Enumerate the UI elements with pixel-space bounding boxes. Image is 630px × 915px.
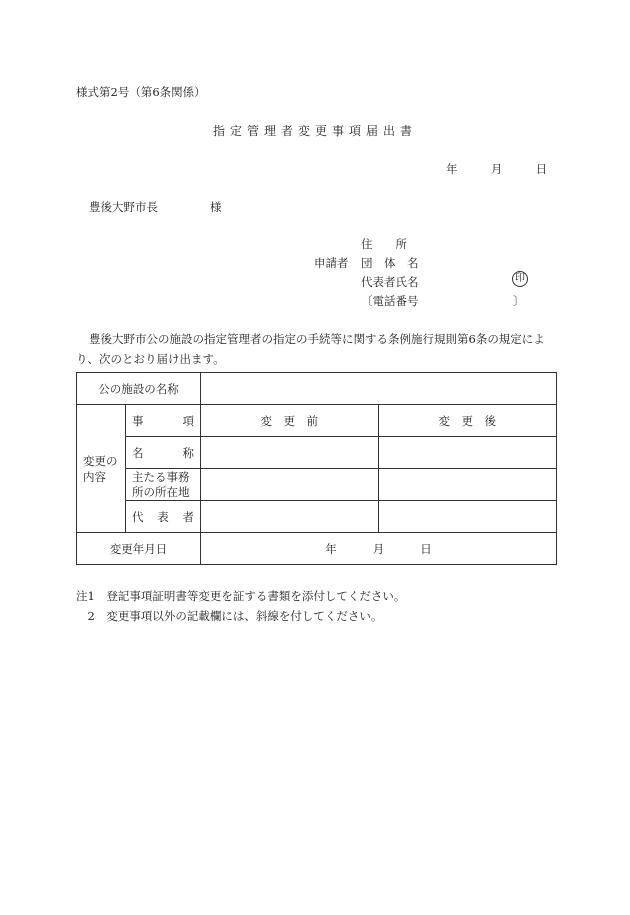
facility-name-label: 公の施設の名称 <box>77 373 201 405</box>
change-date-row <box>77 533 557 565</box>
facility-name-field[interactable] <box>201 373 557 405</box>
submission-date <box>446 161 547 177</box>
change-date-field[interactable] <box>201 533 557 565</box>
phone-bracket-close: 〕 <box>513 294 525 308</box>
note-2: 2 変更事項以外の記載欄には、斜線を付してください。 <box>76 609 383 623</box>
table-row <box>77 437 557 469</box>
after-header: 変 更 後 <box>378 405 557 437</box>
change-date-year: 年 <box>325 541 337 556</box>
change-date-day: 日 <box>420 541 432 556</box>
addressee-honorific: 様 <box>210 200 222 214</box>
document-title: 指定管理者変更事項届出書 <box>212 124 417 138</box>
office-location-label: 主たる事務所の所在地 <box>126 469 201 501</box>
office-after-field[interactable] <box>378 469 557 501</box>
before-header: 変 更 前 <box>201 405 379 437</box>
form-number: 様式第2号（第6条関係） <box>76 85 206 99</box>
representative-name-label: 代表者氏名 <box>361 275 419 289</box>
change-details-table <box>76 372 557 565</box>
change-content-label: 変更の内容 <box>77 405 126 533</box>
name-row-label: 名 称 <box>126 437 201 469</box>
table-header-row <box>77 405 557 437</box>
item-header: 事 項 <box>126 405 201 437</box>
table-row <box>77 469 557 501</box>
table-row <box>77 501 557 533</box>
addressee <box>89 199 222 215</box>
date-year-label: 年 <box>446 162 458 176</box>
representative-before-field[interactable] <box>201 501 379 533</box>
change-date-label: 変更年月日 <box>77 533 201 565</box>
notes <box>76 586 405 626</box>
office-before-field[interactable] <box>201 469 379 501</box>
seal-icon: 印 <box>512 271 528 287</box>
addressee-name: 豊後大野市長 <box>89 200 158 214</box>
date-day-label: 日 <box>535 162 548 176</box>
phone-number-label: 〔電話番号 <box>361 294 419 308</box>
facility-name-row <box>77 373 557 405</box>
name-after-field[interactable] <box>378 437 557 469</box>
change-date-month: 月 <box>372 541 385 556</box>
representative-after-field[interactable] <box>378 501 557 533</box>
note-1: 注1 登記事項証明書等変更を証する書類を添付してください。 <box>76 589 406 603</box>
body-text: 豊後大野市公の施設の指定管理者の指定の手続等に関する条例施行規則第6条の規定により、次のとおり届け出ます。 <box>76 332 545 366</box>
address-label: 住 所 <box>361 237 407 251</box>
name-before-field[interactable] <box>201 437 379 469</box>
representative-row-label: 代 表 者 <box>126 501 201 533</box>
applicant-label: 申請者 <box>314 256 349 270</box>
date-month-label: 月 <box>490 162 503 176</box>
group-name-label: 団 体 名 <box>361 256 419 270</box>
